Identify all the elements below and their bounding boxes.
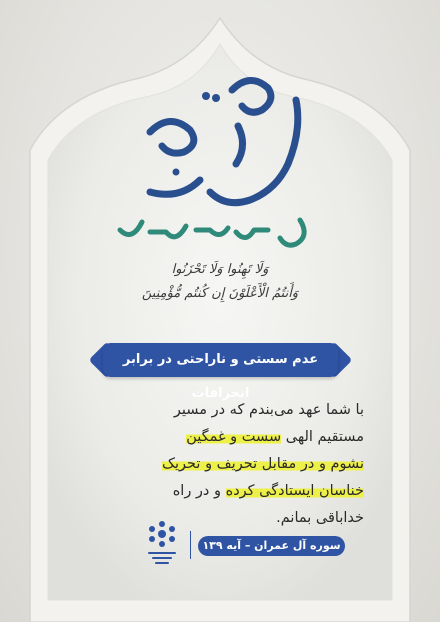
text-fragment: با شما عهد می‌بندم که در مسیر xyxy=(173,402,364,418)
text-fragment: و در راه xyxy=(172,483,226,499)
highlighted-text: سست و غمگین xyxy=(186,429,282,445)
footer-divider xyxy=(190,531,191,559)
pledge-line xyxy=(66,451,364,478)
title-calligraphy xyxy=(0,60,440,260)
text-fragment: مستقیم الهی xyxy=(281,429,364,445)
reference-badge: سوره آل عمران – آیه ۱۳۹ xyxy=(198,536,345,556)
highlighted-text: نشوم و در مقابل تحریف و تحریک xyxy=(162,456,364,472)
banner-heading: عدم سستی و ناراحتی در برابر انحرافات xyxy=(103,343,338,377)
pledge-line xyxy=(66,505,364,532)
pledge-line xyxy=(66,397,364,424)
emblem-logo xyxy=(140,518,184,566)
highlighted-text: خناسان ایستادگی کرده xyxy=(225,483,364,499)
pledge-line xyxy=(66,424,364,451)
pledge-line xyxy=(66,478,364,505)
pledge-text xyxy=(66,397,364,532)
text-fragment: خداباقی بمانم. xyxy=(276,510,364,526)
quran-verse-line-2: وَأَنتُمُ الْأَعْلَوْنَ إِن كُنتُم مُّؤْمِنِينَ xyxy=(141,286,299,301)
quran-verse-line-1: وَلَا تَهِنُوا وَلَا تَحْزَنُوا xyxy=(171,262,269,277)
